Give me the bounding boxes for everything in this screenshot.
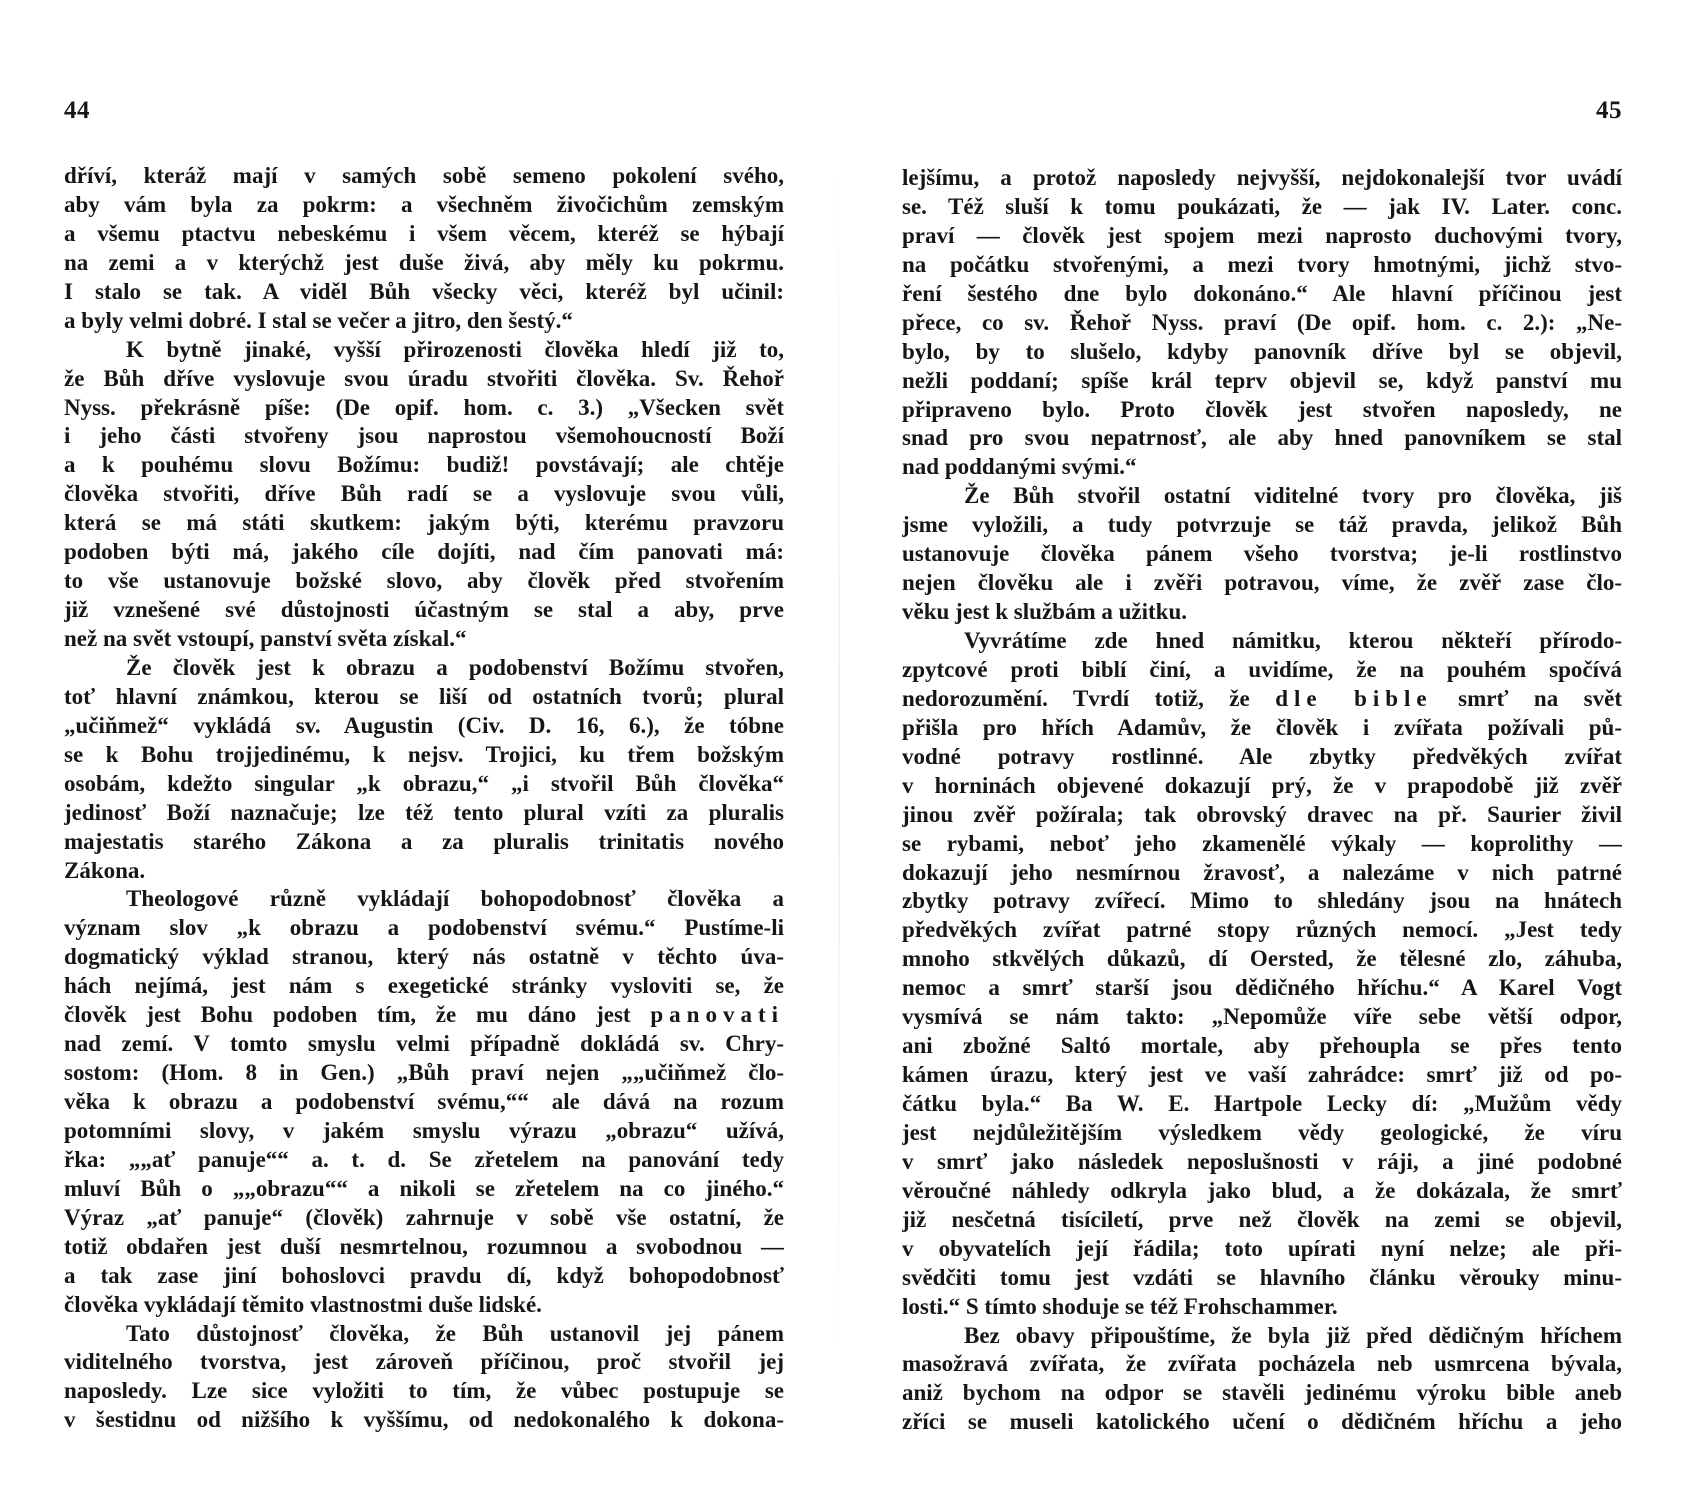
text-line-content: mluví Bůh o „„obrazu““ a nikoli se zřetelem na co jiného.“ (64, 1175, 784, 1201)
text-line (64, 712, 784, 741)
text-line (902, 280, 1622, 309)
text-line (64, 1175, 784, 1204)
text-line-content: Zákona. (64, 857, 146, 883)
text-line-content: vodné potravy rostlinné. Ale zbytky předvěkých zvířat (902, 743, 1622, 769)
text-line-content: přece, co sv. Řehoř Nyss. praví (De opif. hom. c. 2.): „Ne- (902, 309, 1622, 335)
text-line-content: toť hlavní známkou, kterou se liší od ostatních tvorů; plural (64, 683, 784, 709)
text-line (902, 1119, 1622, 1148)
text-line (902, 1408, 1622, 1437)
text-line-content: totiž obdařen jest duší nesmrtelnou, rozumnou a svobodnou — (64, 1233, 784, 1259)
text-line-content: osobám, kdežto singular „k obrazu,“ „i stvořil Bůh člověka“ (64, 770, 784, 796)
text-line-content: nežli poddaní; spíše král teprv objevil se, když panství mu (902, 367, 1622, 393)
text-line-content: se rybami, neboť jeho zkamenělé výkaly — koprolithy — (902, 830, 1622, 856)
text-line-content: člověk jest Bohu podoben tím, že mu dáno jest (64, 1002, 651, 1028)
text-line (902, 193, 1622, 222)
text-line (64, 1377, 784, 1406)
text-line (64, 625, 784, 654)
text-line (64, 1117, 784, 1146)
text-line-content: jinou zvěř požírala; tak obrovský dravec na př. Saurier živil (902, 801, 1622, 827)
left-page (64, 0, 784, 1500)
text-line (64, 1262, 784, 1291)
book-gutter (838, 150, 840, 1370)
text-line (902, 396, 1622, 425)
text-line-content: praví — člověk jest spojem mezi naprosto duchovými tvory, (902, 222, 1622, 248)
text-line (64, 885, 784, 914)
text-line (64, 1059, 784, 1088)
text-line (902, 1003, 1622, 1032)
text-line (902, 1061, 1622, 1090)
emphasized-spaced-text: panovati (650, 1002, 784, 1028)
text-line (902, 1379, 1622, 1408)
text-line (902, 974, 1622, 1003)
text-line-content: se k Bohu trojjedinému, k nejsv. Trojici, ku třem božským (64, 741, 784, 767)
text-line (64, 828, 784, 857)
text-line-content: jedinosť Boží naznačuje; lze též tento plural vzíti za pluralis (64, 799, 784, 825)
text-line-content: aby vám byla za pokrm: a všechněm živočichům zemským (64, 191, 784, 217)
text-line (64, 1001, 784, 1030)
text-line-content: hách nejímá, jest nám s exegetické stránky vysloviti se, že (64, 973, 784, 999)
text-line-content: člověka stvořiti, dříve Bůh radí se a vyslovuje svou vůli, (64, 481, 784, 507)
text-line-content: to vše ustanovuje božské slovo, aby člověk před stvořením (64, 568, 784, 594)
text-line-content: než na svět vstoupí, panství světa získal.“ (64, 626, 467, 651)
text-line-content: zbytky potravy zvířecí. Mimo to shledány jsou na hnátech (902, 888, 1622, 914)
text-line-content: ustanovuje člověka pánem všeho tvorstva; je-li rostlinstvo (902, 541, 1622, 567)
text-line-content: Nyss. překrásně píše: (De opif. hom. c. 3.) „Všecken svět (64, 394, 784, 420)
text-line-content: v obyvatelích její řádila; toto upírati nyní nelze; ale při- (902, 1235, 1622, 1261)
text-line (902, 251, 1622, 280)
text-line (64, 336, 784, 365)
text-line-content: kámen úrazu, který jest ve vaší zahrádce: smrť již od po- (902, 1062, 1622, 1088)
text-line (64, 770, 784, 799)
text-line-content: již nesčetná tisíciletí, prve než člověk na zemi se objevil, (902, 1206, 1622, 1232)
text-line-content: sostom: (Hom. 8 in Gen.) „Bůh praví nejen „„učiňmež člo- (64, 1060, 784, 1086)
text-line-content: věroučné náhledy odkryla jako blud, a že dokázala, že smrť (902, 1177, 1622, 1203)
text-line (902, 685, 1622, 714)
text-line-content: zříci se museli katolického učení o dědičném hříchu a jeho (902, 1409, 1622, 1435)
text-line-content: majestatis starého Zákona a za pluralis trinitatis nového (64, 828, 784, 854)
text-line-content: a byly velmi dobré. I stal se večer a jitro, den šestý.“ (64, 307, 573, 333)
text-line (64, 220, 784, 249)
text-line (902, 1177, 1622, 1206)
text-line (902, 627, 1622, 656)
text-line (64, 1406, 784, 1435)
text-line-content: aniž bychom na odpor se stavěli jedinému výroku bible aneb (902, 1380, 1622, 1406)
text-line-content: svědčiti tomu jest vzdáti se hlavního článku věrouky minu- (902, 1264, 1622, 1290)
text-line (902, 424, 1622, 453)
text-line (64, 1291, 784, 1320)
text-line-content: věku jest k službám a užitku. (902, 599, 1187, 625)
text-line-content: Výraz „ať panuje“ (člověk) zahrnuje v sobě vše ostatní, že (64, 1204, 784, 1230)
text-line-content: na zemi a v kterýchž jest duše živá, aby měly ku pokrmu. (64, 249, 784, 275)
text-line (64, 1320, 784, 1349)
text-line (64, 857, 784, 886)
text-line (64, 654, 784, 683)
text-line-content: vysmívá se nám takto: „Nepomůže víře sebe větší odpor, (902, 1004, 1622, 1030)
text-line (64, 799, 784, 828)
text-line-content: a tak zase jiní bohoslovci pravdu dí, když bohopodobnosť (64, 1262, 784, 1288)
left-page-text (64, 162, 784, 1435)
text-line-content: v horninách objevené dokazují prý, že v prapodobě již zvěř (902, 772, 1622, 798)
text-line (64, 538, 784, 567)
page-number-left: 44 (64, 97, 90, 124)
text-line (64, 365, 784, 394)
text-line (902, 1206, 1622, 1235)
text-line (902, 945, 1622, 974)
text-line (902, 1350, 1622, 1379)
text-line-content: věka k obrazu a podobenství svému,““ ale dává na rozum (64, 1089, 784, 1114)
text-line-content: viditelného tvorstva, jest zároveň příčinou, proč stvořil jej (64, 1349, 784, 1375)
text-line (64, 307, 784, 336)
text-line-content: a všemu ptactvu nebeskému i všem věcem, kteréž se hýbají (64, 220, 784, 246)
text-line (64, 1146, 784, 1175)
text-line (902, 1235, 1622, 1264)
text-line (902, 338, 1622, 367)
text-line-content: I stalo se tak. A viděl Bůh všecky věci, kteréž byl učinil: (64, 278, 784, 304)
text-line-content: připraveno bylo. Proto člověk jest stvořen naposledy, ne (902, 396, 1622, 422)
text-line (64, 972, 784, 1001)
text-line (64, 191, 784, 220)
text-line (902, 887, 1622, 916)
text-line-content: ření šestého dne bylo dokonáno.“ Ale hlavní příčinou jest (902, 280, 1622, 306)
text-line-content: losti.“ S tímto shoduje se též Frohschammer. (902, 1293, 1338, 1319)
text-line (902, 1322, 1622, 1351)
text-line-content: která se má státi skutkem: jakým býti, kterému pravzoru (64, 510, 784, 536)
text-line-content: masožravá zvířata, že zvířata pocházela neb usmrcena bývala, (902, 1351, 1622, 1377)
text-line (902, 656, 1622, 685)
text-line (64, 480, 784, 509)
text-line-content: i jeho části stvořeny jsou naprostou všemohoucností Boží (64, 423, 784, 449)
text-line (64, 1030, 784, 1059)
text-line (902, 222, 1622, 251)
text-line-content: nad zemí. V tomto smyslu velmi případně dokládá sv. Chry- (64, 1031, 784, 1057)
text-line (64, 596, 784, 625)
text-line (64, 1348, 784, 1377)
text-line-tail: smrť na svět (1432, 685, 1622, 711)
text-line (902, 1032, 1622, 1061)
text-line (902, 453, 1622, 482)
text-line (64, 394, 784, 423)
text-line (902, 830, 1622, 859)
text-line (902, 598, 1622, 627)
text-line (902, 309, 1622, 338)
text-line-content: na počátku stvořenými, a mezi tvory hmotnými, jichž stvo- (902, 251, 1622, 277)
text-line-content: snad pro svou nepatrnosť, ale aby hned panovníkem se stal (902, 425, 1622, 451)
text-line-content: nemoc a smrť starší jsou dědičného hříchu.“ A Karel Vogt (902, 975, 1622, 1001)
text-line-content: význam slov „k obrazu a podobenství svému.“ Pustíme-li (64, 915, 784, 941)
text-line (902, 772, 1622, 801)
right-page-text (902, 164, 1622, 1437)
text-line-content: nad poddanými svými.“ (902, 454, 1137, 480)
text-line (902, 1293, 1622, 1322)
text-line (64, 943, 784, 972)
text-line-content: naposledy. Lze sice vyložiti to tím, že vůbec postupuje se (64, 1378, 784, 1404)
text-line-content: člověka vykládají těmito vlastnostmi duše lidské. (64, 1291, 542, 1317)
text-line-content: jest nejdůležitějším výsledkem vědy geologické, že víru (902, 1119, 1622, 1145)
text-line (64, 1233, 784, 1262)
text-line (64, 451, 784, 480)
text-line-content: Theologové různě vykládají bohopodobnosť člověka a (126, 886, 784, 912)
text-line (64, 422, 784, 451)
text-line-content: přišla pro hřích Adamův, že člověk i zvířata požívali pů- (902, 714, 1622, 740)
text-line-content: zpytcové proti biblí činí, a uvidíme, že na pouhém spočívá (902, 656, 1622, 682)
text-line-content: se. Též sluší k tomu poukázati, že — jak IV. Later. conc. (902, 193, 1622, 219)
text-line-content: jsme vyložili, a tudy potvrzuje se táž pravda, jelikož Bůh (902, 512, 1622, 538)
text-line (64, 1088, 784, 1117)
text-line (64, 741, 784, 770)
text-line (902, 367, 1622, 396)
text-line-content: v šestidnu od nižšího k vyššímu, od nedokonalého k dokona- (64, 1407, 784, 1433)
text-line (902, 743, 1622, 772)
text-line (64, 249, 784, 278)
text-line (902, 511, 1622, 540)
text-line (902, 801, 1622, 830)
text-line (902, 569, 1622, 598)
text-line-content: řka: „„ať panuje““ a. t. d. Se zřetelem na panování tedy (64, 1146, 784, 1172)
text-line-content: v smrť jako následek neposlušnosti v ráji, a jiné podobné (902, 1148, 1622, 1174)
text-line (902, 1264, 1622, 1293)
text-line-content: „učiňmež“ vykládá sv. Augustin (Civ. D. 16, 6.), že tóbne (64, 712, 784, 738)
text-line-content: dokazují jeho nesmírnou žravosť, a nalezáme v nich patrné (902, 859, 1622, 885)
text-line (902, 859, 1622, 888)
text-line-content: ani zbožné Saltó mortale, aby přehoupla se přes tento (902, 1033, 1622, 1059)
text-line (902, 164, 1622, 193)
page-number-right: 45 (1596, 97, 1622, 124)
text-line-content: že Bůh dříve vyslovuje svou úradu stvořiti člověka. Sv. Řehoř (64, 365, 784, 391)
text-line-content: nedorozumění. Tvrdí totiž, že (902, 685, 1276, 711)
text-line-content: Tato důstojnosť člověka, že Bůh ustanovil jej pánem (126, 1320, 784, 1346)
text-line-content: dogmatický výklad stranou, který nás ostatně v těchto úva- (64, 944, 784, 970)
text-line (902, 1090, 1622, 1119)
text-line (902, 916, 1622, 945)
text-line-content: Že člověk jest k obrazu a podobenství Božímu stvořen, (126, 654, 784, 680)
text-line-content: podoben býti má, jakého cíle dojíti, nad čím panovati má: (64, 539, 784, 565)
text-line-content: Bez obavy připouštíme, že byla již před dědičným hříchem (964, 1322, 1622, 1348)
text-line (64, 1204, 784, 1233)
text-line (64, 914, 784, 943)
text-line-content: dříví, kteráž mají v samých sobě semeno pokolení svého, (64, 163, 784, 188)
text-line (902, 1148, 1622, 1177)
text-line (902, 714, 1622, 743)
text-line-content: Vyvrátíme zde hned námitku, kterou někteří přírodo- (964, 628, 1622, 653)
text-line-content: Že Bůh stvořil ostatní viditelné tvory pro člověka, jiš (964, 483, 1622, 509)
right-page (902, 0, 1622, 1500)
text-line-content: mnoho stkvělých důkazů, dí Oersted, že tělesné zlo, záhuba, (902, 946, 1622, 972)
text-line (64, 278, 784, 307)
text-line (902, 482, 1622, 511)
text-line (64, 567, 784, 596)
text-line (64, 162, 784, 191)
text-line-content: potomními slovy, v jakém smyslu výrazu „obrazu“ užívá, (64, 1117, 784, 1143)
text-line-content: čátku byla.“ Ba W. E. Hartpole Lecky dí: „Mužům vědy (902, 1091, 1622, 1116)
text-line-content: K bytně jinaké, vyšší přirozenosti člověka hledí již to, (126, 336, 784, 362)
text-line-content: předvěkých zvířat patrné stopy různých nemocí. „Jest tedy (902, 917, 1622, 943)
text-line-content: bylo, by to slušelo, kdyby panovník dříve byl se objevil, (902, 338, 1622, 364)
text-line-content: lejšímu, a protož naposledy nejvyšší, nejdokonalejší tvor uvádí (902, 165, 1622, 190)
text-line-content: již vznešené své důstojnosti účastným se stal a aby, prve (64, 597, 784, 623)
text-line (902, 540, 1622, 569)
text-line (64, 683, 784, 712)
text-line-content: a k pouhému slovu Božímu: budiž! povstávají; ale chtěje (64, 452, 784, 478)
text-line-content: nejen člověku ale i zvěři potravou, víme, že zvěř zase člo- (902, 570, 1622, 596)
text-line (64, 509, 784, 538)
emphasized-spaced-text: dle bible (1275, 685, 1433, 711)
